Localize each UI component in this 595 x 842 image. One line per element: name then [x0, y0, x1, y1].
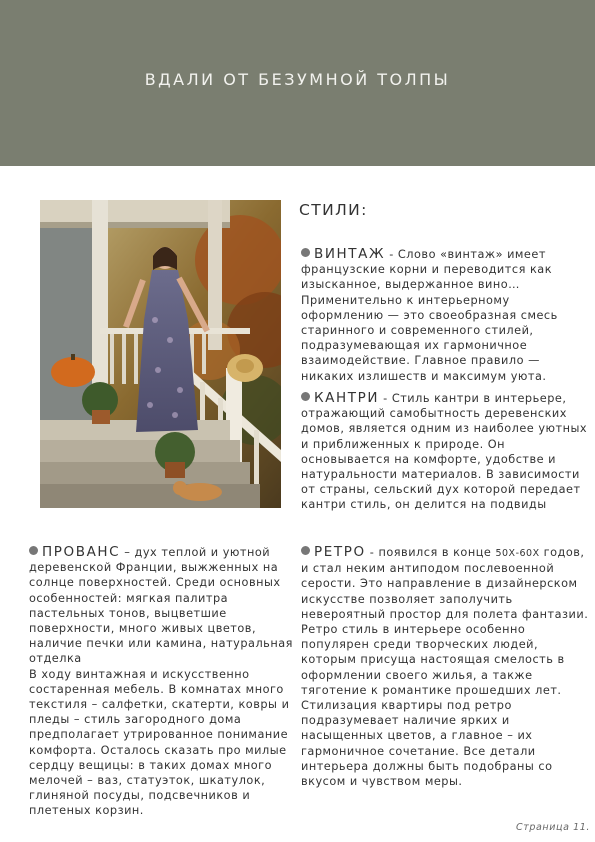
provence-section [29, 545, 303, 819]
bullet-icon [29, 546, 38, 555]
page-title: ВДАЛИ ОТ БЕЗУМНОЙ ТОЛПЫ [144, 70, 451, 89]
provence-keyword: ПРОВАНС [42, 544, 121, 560]
porch-painting-image [40, 200, 281, 508]
bullet-icon [301, 248, 310, 257]
country-separator: - [379, 392, 392, 405]
styles-heading: СТИЛИ: [299, 201, 368, 219]
retro-section [301, 545, 593, 789]
vintage-keyword: ВИНТАЖ [314, 246, 386, 262]
country-keyword: КАНТРИ [314, 390, 380, 406]
retro-keyword: РЕТРО [314, 544, 366, 560]
retro-text-after: годов, и стал неким антиподом послевоенной серости. Это направление в дизайнерском искусстве позволяет заполучить невероятный простор для полета фантазии. Ретро стиль в интерьере особенно популярен среди творческих людей, которым присуща настоящая смелость в оформлении своего жилья, а также тяготение к романтике прошедших лет. Стилизация квартиры под ретро подразумевает наличие ярких и насыщенных цветов, а главное – их гармоничное сочетание. Все детали интерьера должны быть подобраны со вкусом и чувством меры. [301, 546, 589, 789]
provence-text: дух теплой и уютной деревенской Франции, выжженных на солнце поверхностей. Среди основных особенностей: мягкая палитра пастельных тонов, выцветшие поверхности, много живых цветов, наличие печки или камина, натуральная отделка [29, 546, 293, 666]
page-number: Страница 11. [516, 822, 591, 833]
provence-separator: – [120, 546, 135, 559]
header-banner [0, 0, 595, 166]
country-text: Стиль кантри в интерьере, отражающий самобытность деревенских домов, является одним из наиболее уютных и приближенных к природе. Он основывается на комфорте, удобстве и натуральности материалов. В зависимости от страны, сельский дух которой передает кантри стиль, он делится на подвиды [301, 392, 588, 512]
bullet-icon [301, 392, 310, 401]
retro-text-before: появился в конце [378, 546, 496, 559]
retro-decades: 50Х-60Х [495, 548, 540, 559]
vintage-section [301, 247, 593, 384]
bullet-icon [301, 546, 310, 555]
provence-text-continued: В ходу винтажная и искусственно состаренная мебель. В комнатах много текстиля – салфетки, скатерти, ковры и пледы – стиль загородного дома предполагает утрированное понимание комфорта. Осталось сказать про милые сердцу вещицы: в таких домах много мелочей – ваз, статуэток, шкатулок, глиняной посуды, подсвечников и плетеных корзин. [29, 667, 290, 818]
vintage-separator: - [385, 248, 398, 261]
vintage-text: Слово «винтаж» имеет французские корни и переводится как изысканное, выдержанное вино… Применительно к интерьерному оформлению — это своеобразная смесь старинного и современного стилей, подразумевающая их гармоничное взаимодействие. Главное правило — никаких излишеств и максимум уюта. [301, 248, 558, 383]
country-section [301, 391, 593, 513]
retro-separator: - [365, 546, 379, 559]
